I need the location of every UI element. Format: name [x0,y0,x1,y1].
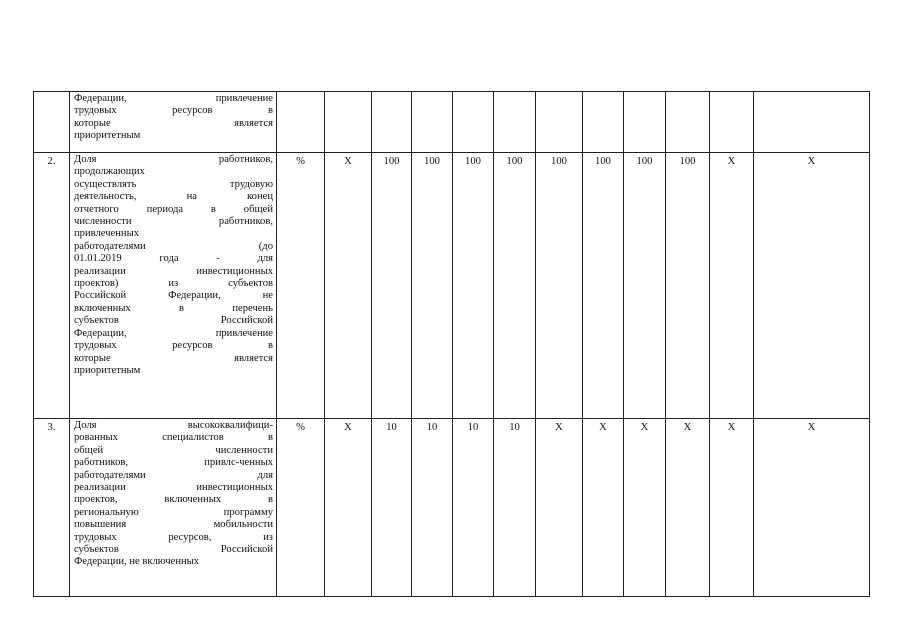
unit-cell [277,92,325,153]
description-line: осуществлять трудовую [74,178,273,190]
value-cell [710,92,754,153]
value-cell: 100 [624,153,666,419]
description-line: Доля высококвалифици- [74,420,273,431]
description-line: реализации инвестиционных [74,482,273,494]
indicator-description [70,419,277,597]
description-line: продолжающих [74,166,145,178]
table-row [34,92,870,153]
unit-cell: % [277,153,325,419]
description-line: Федерации, привлечение [74,93,273,104]
value-cell: 100 [536,153,583,419]
description-line: численности работников, [74,216,273,228]
description-line: работодателями (до [74,240,273,252]
description-line: рованных специалистов в [74,432,273,444]
table-row [34,153,870,419]
value-cell: X [710,153,754,419]
description-line: трудовых ресурсов в [74,105,273,117]
description-line: трудовых ресурсов в [74,340,273,352]
description-line: которые является [74,352,273,364]
indicators-table [33,91,870,597]
value-cell [325,92,372,153]
description-line: приоритетным [74,364,141,376]
table-row [34,419,870,597]
value-cell: 10 [494,419,536,597]
description-line: приоритетным [74,130,141,142]
description-line: реализации инвестиционных [74,265,273,277]
description-line: включенных в перечень [74,302,273,314]
value-cell: 100 [453,153,494,419]
indicator-description [70,153,277,419]
description-line: отчетного периода в общей [74,203,273,215]
description-line: Доля работников, [74,154,273,165]
description-line: региональную программу [74,506,273,518]
description-line: 01.01.2019 года - для [74,253,273,265]
value-cell [583,92,624,153]
value-cell: X [754,419,870,597]
description-line: Российской Федерации, не [74,290,273,302]
description-line: субъектов Российской [74,544,273,556]
value-cell: X [666,419,710,597]
value-cell: 100 [494,153,536,419]
description-line: которые является [74,117,273,129]
value-cell: X [536,419,583,597]
description-line: проектов, включенных в [74,494,273,506]
value-cell: X [624,419,666,597]
row-number: 3. [34,419,70,597]
value-cell: X [710,419,754,597]
value-cell [453,92,494,153]
value-cell [754,92,870,153]
description-line: Федерации, привлечение [74,327,273,339]
value-cell [494,92,536,153]
value-cell: X [325,419,372,597]
value-cell [372,92,412,153]
value-cell: 100 [666,153,710,419]
description-line: привлеченных [74,228,140,240]
value-cell: X [325,153,372,419]
value-cell [536,92,583,153]
description-line: проектов) из субъектов [74,278,273,290]
description-line: общей численности [74,444,273,456]
row-number [34,92,70,153]
description-line: трудовых ресурсов, из [74,531,273,543]
row-number: 2. [34,153,70,419]
description-line: субъектов Российской [74,315,273,327]
description-line: повышения мобильности [74,519,273,531]
value-cell [666,92,710,153]
value-cell: 100 [412,153,453,419]
value-cell: 10 [412,419,453,597]
value-cell: 100 [583,153,624,419]
value-cell: 10 [372,419,412,597]
description-line: Федерации, не включенных [74,556,200,568]
indicator-description [70,92,277,153]
value-cell: X [583,419,624,597]
description-line: работников, привлс-ченных [74,457,273,469]
value-cell [624,92,666,153]
description-line: деятельность, на конец [74,191,273,203]
value-cell: 10 [453,419,494,597]
value-cell: 100 [372,153,412,419]
value-cell: X [754,153,870,419]
description-line: работодателями для [74,469,273,481]
unit-cell: % [277,419,325,597]
value-cell [412,92,453,153]
